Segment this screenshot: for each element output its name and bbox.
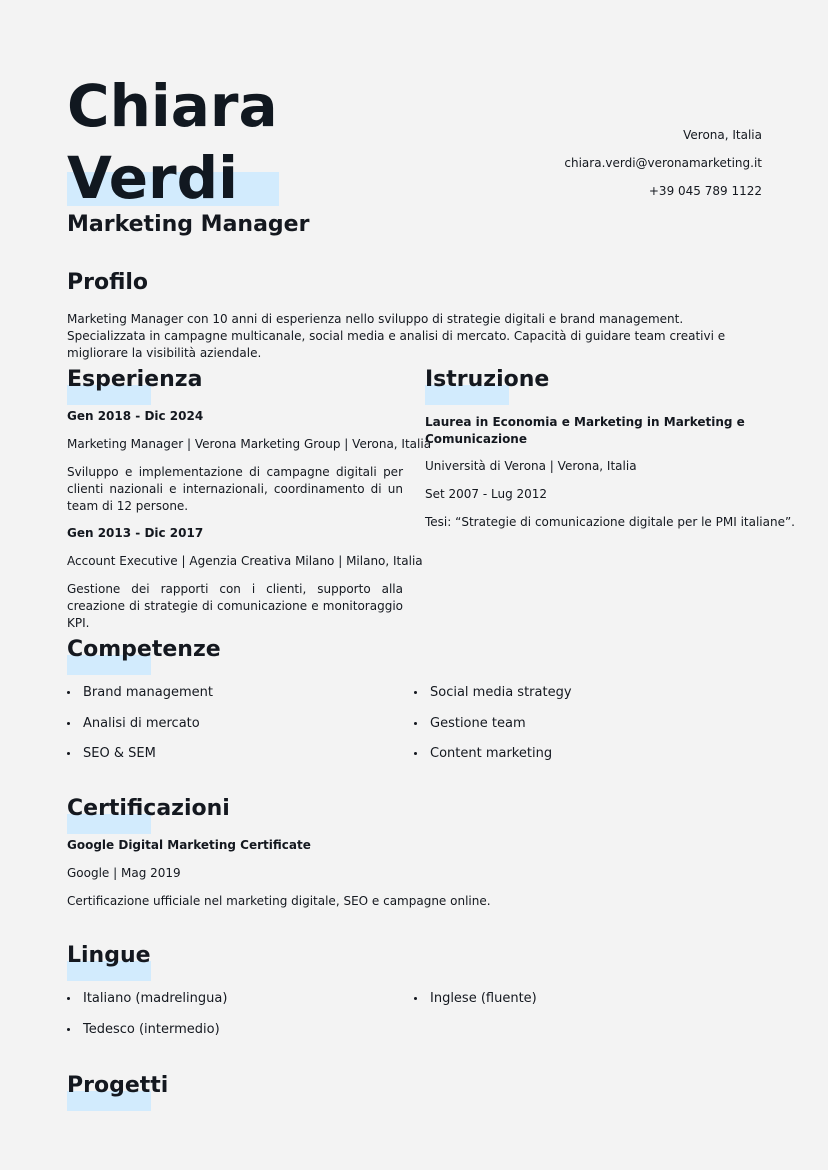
experience-role: Marketing Manager | Verona Marketing Group | Verona, Italia <box>67 437 432 451</box>
contact-block <box>564 121 762 205</box>
list-item: Tedesco (intermedio) <box>67 1021 227 1052</box>
email[interactable]: chiara.verdi@veronamarketing.it <box>564 156 762 170</box>
section-title-education: Istruzione <box>425 367 549 392</box>
languages-list-right <box>414 990 537 1021</box>
education-period: Set 2007 - Lug 2012 <box>425 487 548 501</box>
list-item: Gestione team <box>414 715 572 746</box>
list-item: Social media strategy <box>414 684 572 715</box>
experience-role: Account Executive | Agenzia Creativa Milano | Milano, Italia <box>67 554 423 568</box>
list-item: SEO & SEM <box>67 745 213 776</box>
experience-period: Gen 2018 - Dic 2024 <box>67 409 204 423</box>
section-title-projects: Progetti <box>67 1073 168 1098</box>
languages-list-left <box>67 990 227 1051</box>
location: Verona, Italia <box>683 128 762 142</box>
section-title-profile: Profilo <box>67 270 149 295</box>
skills-list-left <box>67 684 213 776</box>
skills-list-right <box>414 684 572 776</box>
list-item: Analisi di mercato <box>67 715 213 746</box>
experience-description: Sviluppo e implementazione di campagne digitali per clienti nazionali e internazionali, coordinamento di un team di 12 persone. <box>67 465 403 513</box>
job-title: Marketing Manager <box>67 212 310 237</box>
list-item: Content marketing <box>414 745 572 776</box>
last-name: Verdi <box>67 144 239 212</box>
list-item: Brand management <box>67 684 213 715</box>
section-title-languages: Lingue <box>67 943 151 968</box>
section-title-skills: Competenze <box>67 637 221 662</box>
first-name: Chiara <box>67 72 278 140</box>
phone[interactable]: +39 045 789 1122 <box>648 184 762 198</box>
profile-text: Marketing Manager con 10 anni di esperienza nello sviluppo di strategie digitali e brand management. Specializzata in campagne multicanale, social media e analisi di mercato. Capacità di guidare team creativi e migliorare la visibilità aziendale. <box>67 312 726 360</box>
list-item: Italiano (madrelingua) <box>67 990 227 1021</box>
experience-period: Gen 2013 - Dic 2017 <box>67 526 204 540</box>
section-title-experience: Esperienza <box>67 367 202 392</box>
candidate-name <box>67 70 278 214</box>
education-degree: Laurea in Economia e Marketing in Marketing e Comunicazione <box>425 415 745 446</box>
list-item: Inglese (fluente) <box>414 990 537 1021</box>
certification-name: Google Digital Marketing Certificate <box>67 838 311 852</box>
experience-description: Gestione dei rapporti con i clienti, supporto alla creazione di strategie di comunicazione e monitoraggio KPI. <box>67 582 403 630</box>
certification-description: Certificazione ufficiale nel marketing digitale, SEO e campagne online. <box>67 894 491 908</box>
education-school: Università di Verona | Verona, Italia <box>425 459 637 473</box>
section-title-certifications: Certificazioni <box>67 796 230 821</box>
education-thesis: Tesi: “Strategie di comunicazione digitale per le PMI italiane”. <box>425 515 795 529</box>
certification-issuer: Google | Mag 2019 <box>67 866 181 880</box>
